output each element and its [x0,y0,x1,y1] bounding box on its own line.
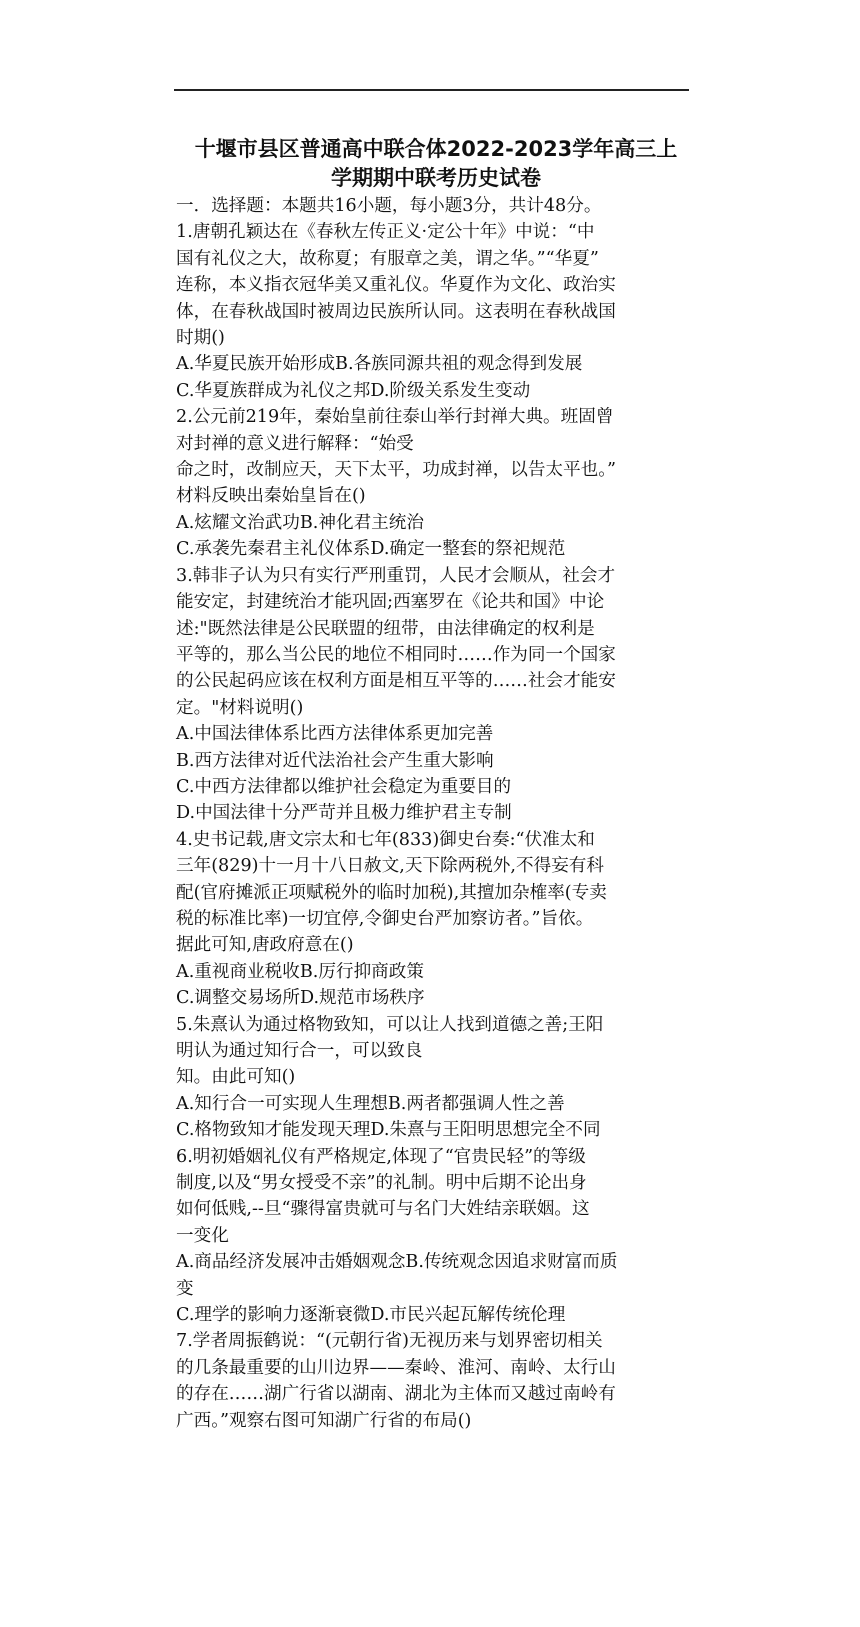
question-3-line: 的公民起码应该在权利方面是相互平等的……社会才能安 [176,671,616,692]
question-6-line: 6.明初婚姻礼仪有严格规定,体现了“官贵民轻”的等级 [176,1146,586,1167]
question-3-option: C.中西方法律都以维护社会稳定为重要目的 [176,776,512,797]
question-2-line: 材料反映出秦始皇旨在() [176,486,366,507]
question-7-line: 的几条最重要的山川边界——秦岭、淮河、南岭、太行山 [176,1357,616,1378]
question-3-line: 能安定，封建统治才能巩固;西塞罗在《论共和国》中论 [176,592,605,613]
question-5-line: 5.朱熹认为通过格物致知，可以让人找到道德之善;王阳 [176,1014,604,1035]
question-5-line: 知。由此可知() [176,1067,296,1088]
header-rule [174,89,689,91]
question-1-line: 国有礼仪之大，故称夏；有服章之美，谓之华。”“华夏” [176,248,599,269]
question-6-line: 制度,以及“男女授受不亲”的礼制。明中后期不论出身 [176,1173,587,1194]
question-4-line: 4.史书记载,唐文宗太和七年(833)御史台奏:“伏准太和 [176,829,595,850]
question-7-line: 广西。”观察右图可知湖广行省的布局() [176,1410,472,1431]
question-1-options: C.华夏族群成为礼仪之邦D.阶级关系发生变动 [176,380,531,401]
question-5-line: 明认为通过知行合一，可以致良 [176,1041,423,1061]
question-4-options: C.调整交易场所D.规范市场秩序 [176,988,425,1009]
exam-body [176,193,696,1434]
question-2-line: 命之时，改制应天，天下太平，功成封禅，以告太平也。” [176,460,617,481]
question-3-option: A.中国法律体系比西方法律体系更加完善 [176,724,494,745]
exam-title-line: 学期期中联考历史试卷 [331,166,541,190]
question-2-line: 2.公元前219年，秦始皇前往泰山举行封禅大典。班固曾 [176,407,614,428]
question-3-line: 3.韩非子认为只有实行严刑重罚，人民才会顺从，社会才 [176,565,616,586]
question-7-line: 7.学者周振鹤说：“(元朝行省)无视历来与划界密切相关 [176,1331,603,1352]
question-1-options: A.华夏民族开始形成B.各族同源共祖的观念得到发展 [176,354,583,375]
question-6-options: A.商品经济发展冲击婚姻观念B.传统观念因追求财富而质 [176,1252,618,1273]
question-6-options: C.理学的影响力逐渐衰微D.市民兴起瓦解传统伦理 [176,1305,566,1326]
question-6-line: 如何低贱,--旦“骤得富贵就可与名门大姓结亲联姻。这 [176,1199,590,1220]
question-3-option: D.中国法律十分严苛并且极力维护君主专制 [176,803,512,824]
question-1-line: 体，在春秋战国时被周边民族所认同。这表明在春秋战国 [176,301,616,322]
question-3-line: 述:"既然法律是公民联盟的纽带，由法律确定的权利是 [176,618,595,639]
question-6-line: 一变化 [176,1225,229,1246]
question-4-options: A.重视商业税收B.厉行抑商政策 [176,961,424,982]
question-5-options: A.知行合一可实现人生理想B.两者都强调人性之善 [176,1093,565,1114]
question-4-line: 配(官府摊派正项赋税外的临时加税),其擅加杂榷率(专卖 [176,882,607,903]
exam-title [176,135,696,193]
question-4-line: 三年(829)十一月十八日赦文,天下除两税外,不得妄有科 [176,856,604,877]
section-heading: 一．选择题：本题共16小题，每小题3分，共计48分。 [176,196,602,216]
question-2-line: 对封禅的意义进行解释：“始受 [176,433,414,454]
question-3-line: 平等的，那么当公民的地位不相同时……作为同一个国家 [176,644,616,665]
exam-content [176,135,696,1434]
question-6-options: 变 [176,1278,194,1299]
question-5-options: C.格物致知才能发现天理D.朱熹与王阳明思想完全不同 [176,1120,601,1141]
question-1-line: 时期() [176,328,225,349]
question-4-line: 据此可知,唐政府意在() [176,935,354,956]
question-4-line: 税的标准比率)一切宜停,令御史台严加察访者。”旨依。 [176,908,594,929]
exam-title-line: 十堰市县区普通高中联合体2022-2023学年高三上 [194,137,678,161]
question-1-line: 1.唐朝孔颖达在《春秋左传正义·定公十年》中说：“中 [176,222,595,243]
question-2-options: C.承袭先秦君主礼仪体系D.确定一整套的祭祀规范 [176,539,566,560]
question-7-line: 的存在……湖广行省以湖南、湖北为主体而又越过南岭有 [176,1384,616,1405]
question-1-line: 连称，本义指衣冠华美又重礼仪。华夏作为文化、政治实 [176,275,616,296]
question-3-option: B.西方法律对近代法治社会产生重大影响 [176,750,494,771]
question-2-options: A.炫耀文治武功B.神化君主统治 [176,512,424,533]
question-3-line: 定。"材料说明() [176,697,304,718]
